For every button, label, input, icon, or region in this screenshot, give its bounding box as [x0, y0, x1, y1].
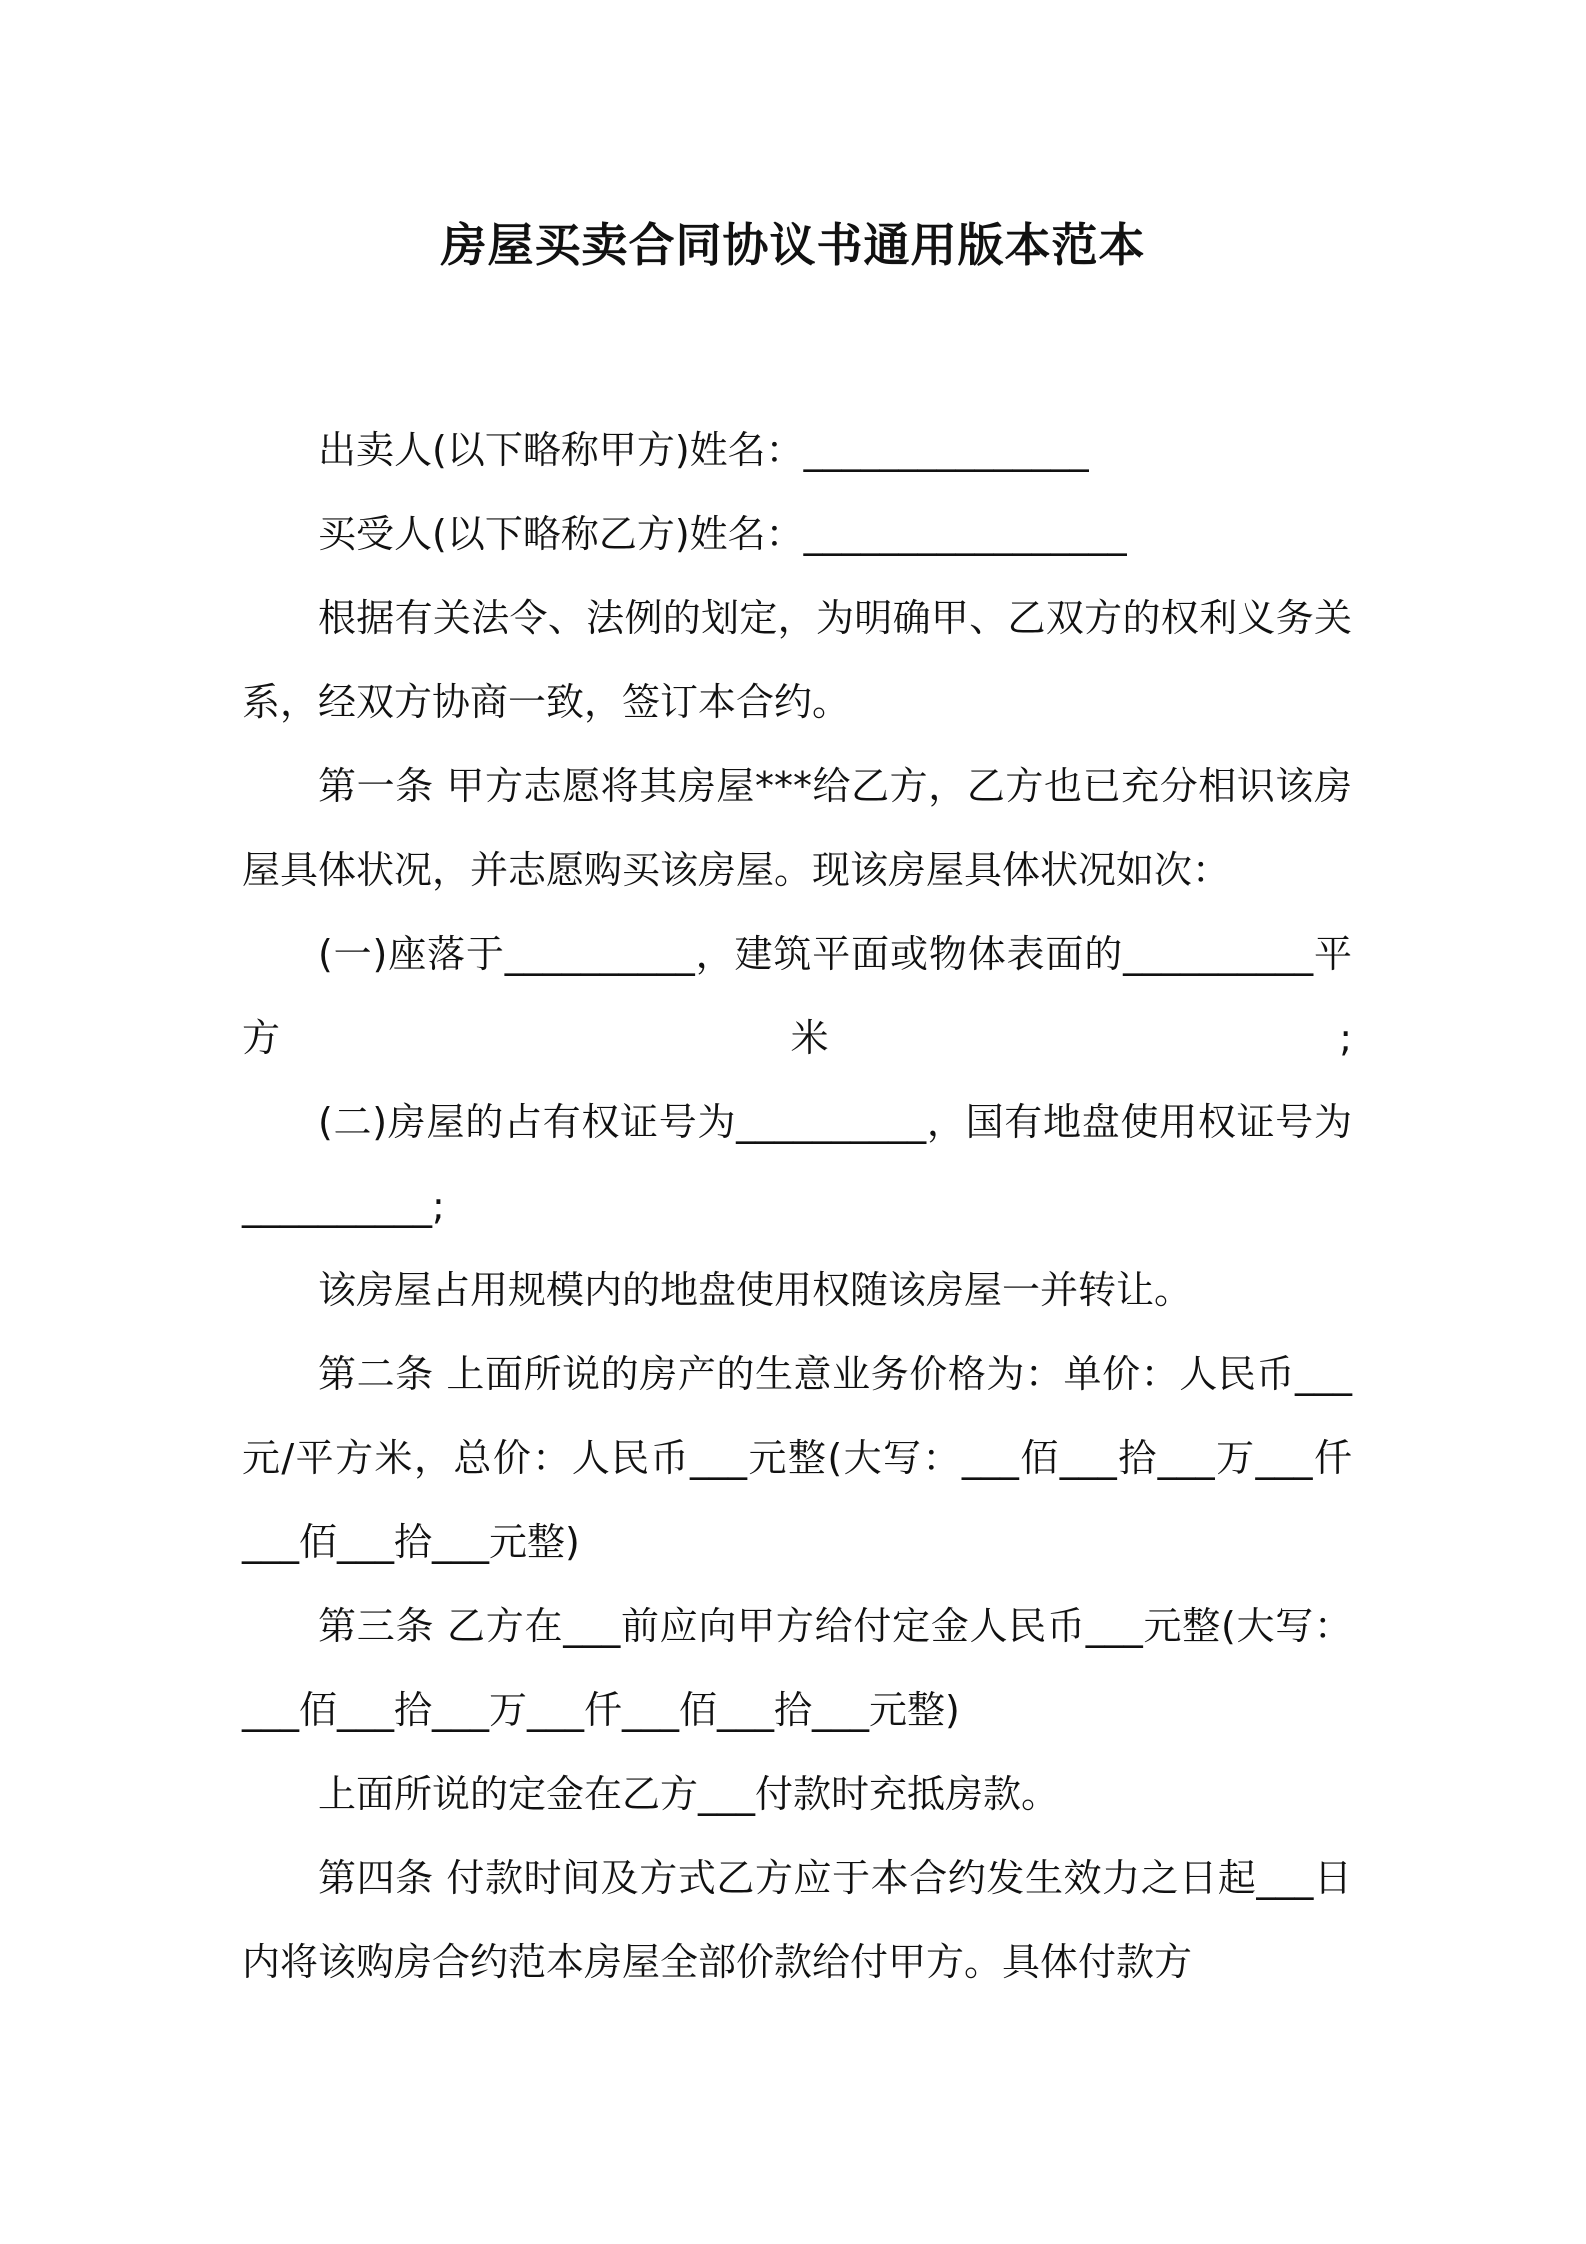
document-body — [242, 408, 1352, 2004]
item-1-location-paragraph: (一)座落于__________，建筑平面或物体表面的__________平方米; — [242, 932, 1352, 1060]
article-1-paragraph: 第一条 甲方志愿将其房屋***给乙方，乙方也已充分相识该房屋具体状况，并志愿购买该房屋。现该房屋具体状况如次： — [242, 764, 1352, 892]
item-2-certificate-paragraph: (二)房屋的占有权证号为__________，国有地盘使用权证号为__________; — [242, 1100, 1352, 1228]
article-2-price-paragraph: 第二条 上面所说的房产的生意业务价格为：单价：人民币___元/平方米，总价：人民币___元整(大写：___佰___拾___万___仟___佰___拾___元整) — [242, 1352, 1352, 1564]
article-3-deposit-paragraph: 第三条 乙方在___前应向甲方给付定金人民币___元整(大写：___佰___拾___万___仟___佰___拾___元整) — [242, 1604, 1352, 1732]
seller-name-line: 出卖人(以下略称甲方)姓名：_______________ — [318, 428, 1089, 472]
preamble-paragraph: 根据有关法令、法例的划定，为明确甲、乙双方的权利义务关系，经双方协商一致，签订本合约。 — [242, 596, 1352, 724]
land-use-transfer-paragraph: 该房屋占用规模内的地盘使用权随该房屋一并转让。 — [318, 1268, 1193, 1312]
buyer-name-line: 买受人(以下略称乙方)姓名：_________________ — [318, 512, 1127, 556]
article-4-payment-paragraph: 第四条 付款时间及方式乙方应于本合约发生效力之日起___日内将该购房合约范本房屋全部价款给付甲方。具体付款方 — [242, 1856, 1352, 1984]
deposit-offset-paragraph: 上面所说的定金在乙方___付款时充抵房款。 — [318, 1772, 1060, 1816]
document-title: 房屋买卖合同协议书通用版本范本 — [440, 218, 1146, 272]
